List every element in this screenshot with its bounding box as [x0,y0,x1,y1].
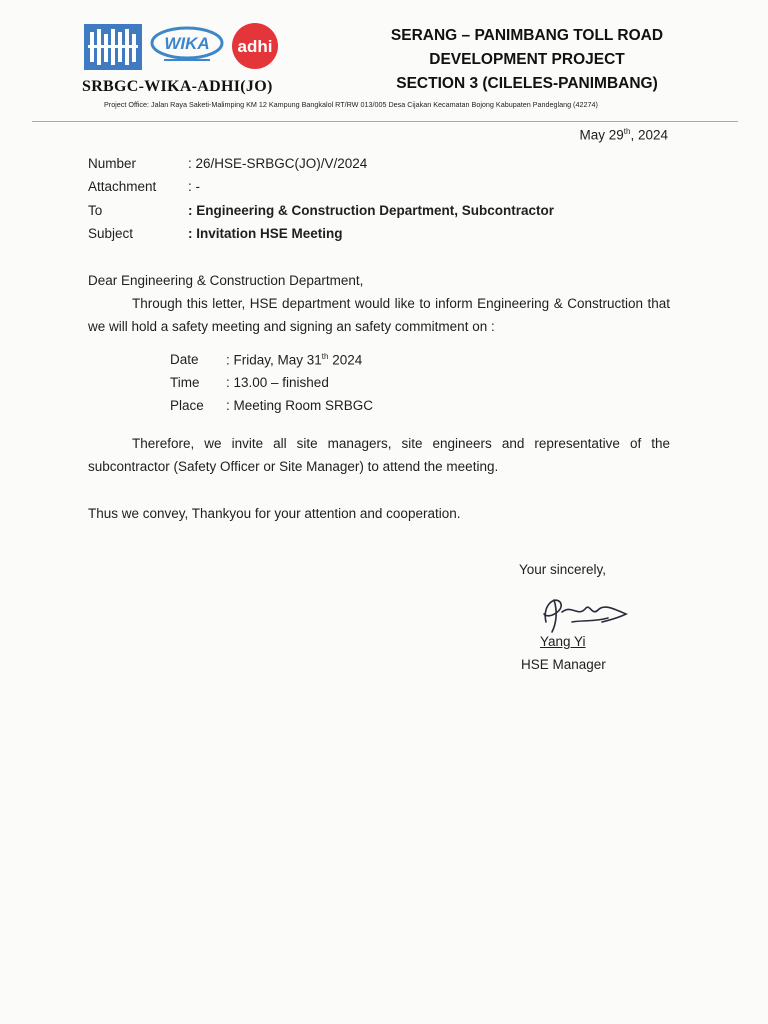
detail-time-label: Time [170,375,200,390]
detail-date [170,352,373,375]
detail-date-label: Date [170,352,199,367]
invite-paragraph: Therefore, we invite all site managers, site engineers and representative of the subcontractor (Safety Officer or Site Manager) to attend the meeting. [88,436,670,474]
project-title [360,24,694,96]
detail-date-value: : Friday, May 31th 2024 [226,352,363,368]
intro-paragraph: Through this letter, HSE department would like to inform Engineering & Construction that we will hold a safety meeting and signing an safety commitment on : [88,296,670,334]
salutation: Your sincerely, [519,562,607,577]
greeting: Dear Engineering & Construction Department, [88,273,364,288]
meta-attachment-label: Attachment [88,179,157,195]
project-title-line-2: DEVELOPMENT PROJECT [429,51,625,68]
wika-logo [150,26,224,64]
meta-subject-label: Subject [88,225,134,241]
meta-number-label: Number [88,156,137,171]
detail-place-label: Place [170,398,204,413]
header-divider [32,121,738,122]
detail-place-value: : Meeting Room SRBGC [226,398,374,413]
meta-number-value: : 26/HSE-SRBGC(JO)/V/2024 [188,156,368,171]
meta-subject [88,226,554,249]
meta-number [88,156,554,179]
project-office-address: Project Office: Jalan Raya Saketi-Malimping KM 12 Kampung Bangkalol RT/RW 013/005 Desa Cijakan Kecamatan Bojong Kabupaten Pandeglang (42274) [104,100,598,109]
letter-meta [88,156,554,249]
detail-place [170,398,373,421]
meta-attachment [88,179,554,202]
handwritten-signature [532,592,632,636]
meeting-details [170,352,373,421]
meta-to [88,203,554,226]
signatory-name: Yang Yi [540,634,586,649]
meta-to-value: : Engineering & Construction Department, Subcontractor [188,202,555,218]
closing-sentence: Thus we convey, Thankyou for your attention and cooperation. [88,506,461,521]
csec-logo [84,24,142,70]
meta-to-label: To [88,202,103,218]
detail-time-value: : 13.00 – finished [226,375,329,390]
meta-attachment-value: : - [188,179,200,195]
signatory-title: HSE Manager [521,657,606,672]
logo-group [84,22,294,72]
adhi-logo-text: adhi [237,37,273,56]
project-title-line-3: SECTION 3 (CILELES-PANIMBANG) [396,75,658,92]
detail-time [170,375,373,398]
company-name: SRBGC-WIKA-ADHI(JO) [82,78,273,95]
adhi-logo [232,23,278,69]
wika-logo-text: WIKA [164,34,210,53]
letter-date: May 29th, 2024 [579,127,668,143]
meta-subject-value: : Invitation HSE Meeting [188,225,343,241]
project-title-line-1: SERANG – PANIMBANG TOLL ROAD [390,27,664,44]
